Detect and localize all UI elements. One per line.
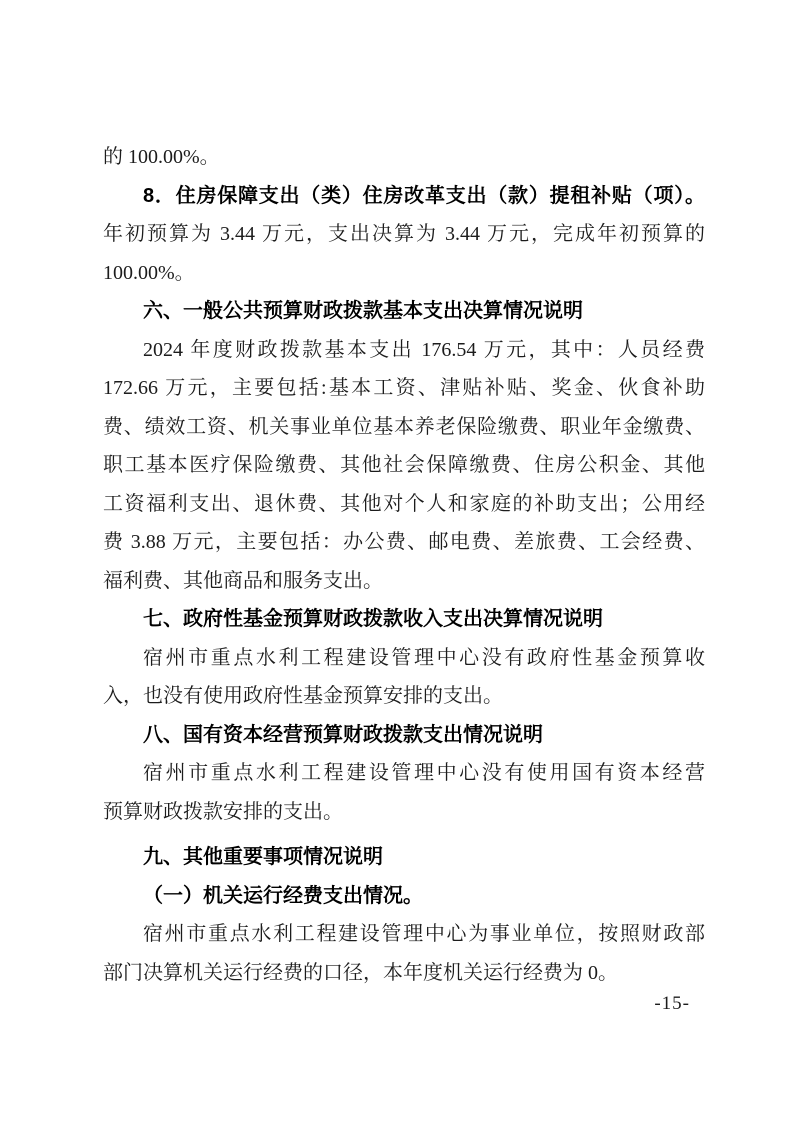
section-heading: 八、国有资本经营预算财政拨款支出情况说明	[143, 723, 543, 746]
text-line: 2024 年度财政拨款基本支出 176.54 万元，其中：人员经费	[143, 338, 705, 361]
text-line: 职工基本医疗保险缴费、其他社会保障缴费、住房公积金、其他	[103, 454, 705, 476]
text-line: 预算财政拨款安排的支出。	[103, 800, 343, 823]
section-heading: 六、一般公共预算财政拨款基本支出决算情况说明	[143, 300, 583, 322]
section-heading: 九、其他重要事项情况说明	[143, 846, 383, 868]
text-line: 福利费、其他商品和服务支出。	[103, 569, 383, 592]
text-line: 宿州市重点水利工程建设管理中心没有政府性基金预算收	[143, 646, 705, 669]
text-line: 宿州市重点水利工程建设管理中心没有使用国有资本经营	[143, 762, 705, 784]
section-heading: （一）机关运行经费支出情况。	[143, 884, 423, 907]
text-line: 入，也没有使用政府性基金预算安排的支出。	[103, 685, 503, 707]
text-line: 宿州市重点水利工程建设管理中心为事业单位，按照财政部	[143, 923, 705, 945]
section-heading: 七、政府性基金预算财政拨款收入支出决算情况说明	[143, 608, 603, 630]
page-number: -15-	[654, 993, 690, 1014]
text-line: 费、绩效工资、机关事业单位基本养老保险缴费、职业年金缴费、	[103, 415, 705, 438]
text-line: 费 3.88 万元，主要包括：办公费、邮电费、差旅费、工会经费、	[103, 531, 705, 553]
text-line: 100.00%。	[103, 261, 195, 284]
text-line: 工资福利支出、退休费、其他对个人和家庭的补助支出；公用经	[103, 492, 705, 515]
section-heading: 8．住房保障支出（类）住房改革支出（款）提租补贴（项）。	[143, 184, 705, 207]
text-line: 部门决算机关运行经费的口径，本年度机关运行经费为 0。	[103, 961, 618, 984]
text-line: 年初预算为 3.44 万元，支出决算为 3.44 万元，完成年初预算的	[103, 223, 705, 245]
document-body	[103, 138, 705, 992]
text-line: 的 100.00%。	[103, 146, 220, 168]
text-line: 172.66 万元，主要包括:基本工资、津贴补贴、奖金、伙食补助	[103, 377, 705, 399]
